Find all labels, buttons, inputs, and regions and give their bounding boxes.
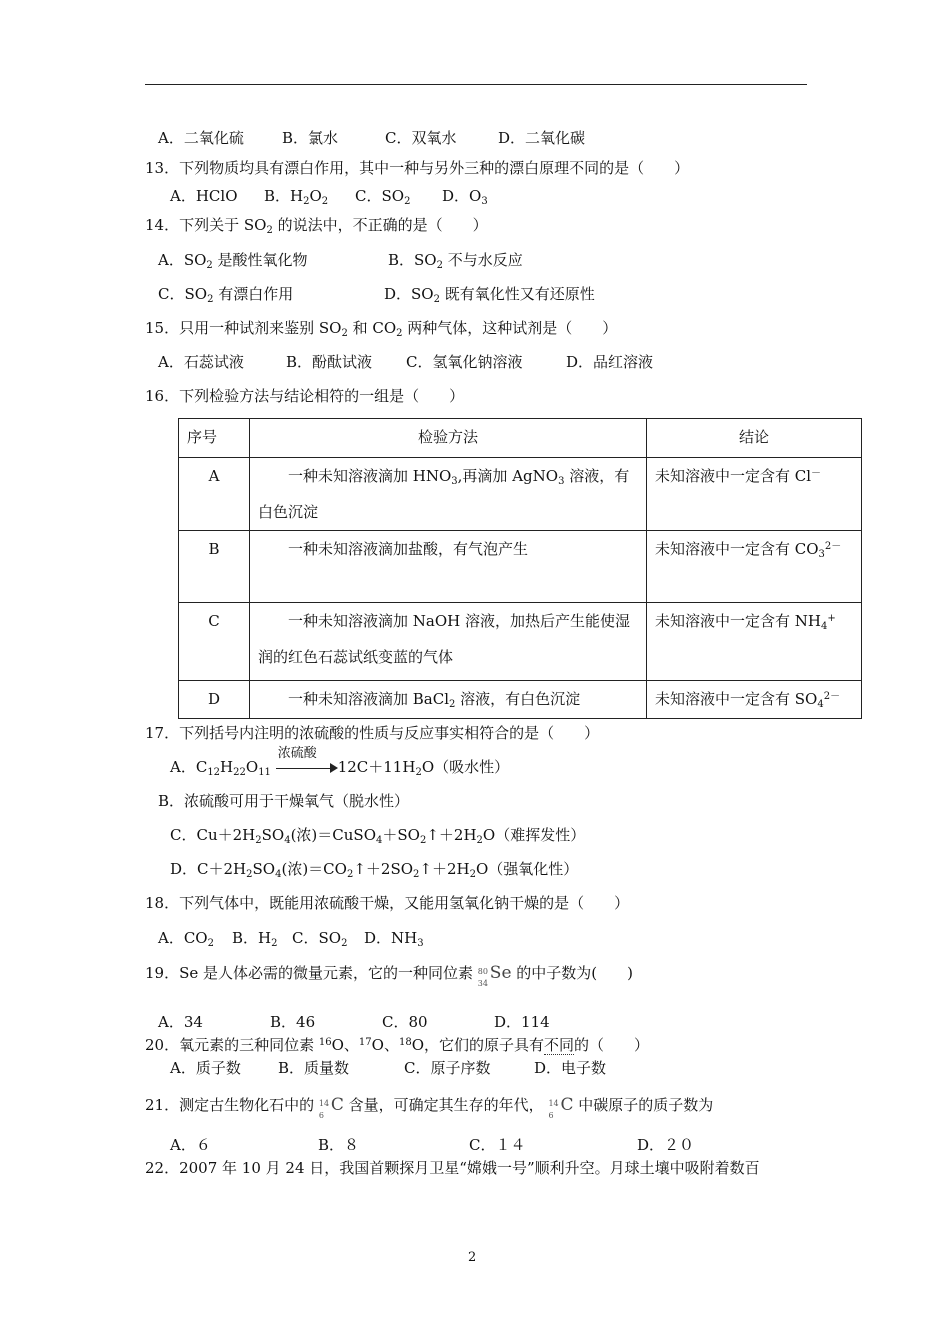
row-conclusion: 未知溶液中一定含有 $NH_4^+$	[647, 603, 862, 681]
q15-option-c: C．氢氧化钠溶液	[406, 353, 523, 371]
q21-option-b: B．８	[318, 1136, 360, 1154]
q19-option-c: C．80	[382, 1013, 428, 1031]
q14-option-d: D．$SO_2$ 既有氧化性又有还原性	[384, 285, 595, 305]
header-conclusion: 结论	[647, 419, 862, 458]
q21-option-a: A．６	[170, 1136, 211, 1154]
reaction-arrow: 浓硫酸	[276, 758, 338, 778]
header-method: 检验方法	[250, 419, 647, 458]
q13-option-a: A．HClO	[170, 187, 238, 205]
table-row	[179, 531, 862, 603]
q17-option-b: B．浓硫酸可用于干燥氧气（脱水性）	[158, 792, 410, 810]
q22-stem: 22．2007 年 10 月 24 日，我国首颗探月卫星“嫦娥一号”顺利升空。月球土壤中吸附着数百	[145, 1159, 760, 1177]
q21-stem: 21．测定古生物化石中的 14 6 C 含量，可确定其生存的年代， 14 6 C 中碳原子的质子数为	[145, 1095, 714, 1120]
q18-option-a: A．$CO_2$	[158, 929, 214, 949]
q13-option-c: C．$SO_2$	[355, 187, 411, 207]
isotope-notation: 80 34	[477, 967, 488, 988]
q20-option-a: A．质子数	[170, 1059, 241, 1077]
row-id: C	[179, 603, 250, 681]
page-number: 2	[468, 1250, 477, 1265]
table-row	[179, 603, 862, 681]
q21-option-d: D．２０	[637, 1136, 695, 1154]
row-conclusion: 未知溶液中一定含有 $CO_3^{2-}$	[647, 531, 862, 603]
table-row	[179, 458, 862, 531]
q17-option-d: D．$C+2H_2SO_4$(浓)$=CO_2↑+2SO_2↑+2H_2O$（强氧化性）	[170, 860, 579, 880]
q19-option-b: B．46	[270, 1013, 316, 1031]
row-method: 一种未知溶液滴加 BaCl$_2$ 溶液，有白色沉淀	[250, 681, 647, 719]
q20-option-c: C．原子序数	[404, 1059, 491, 1077]
q15-option-a: A．石蕊试液	[158, 353, 244, 371]
q15-option-d: D．品红溶液	[566, 353, 654, 371]
q19-option-a: A．34	[158, 1013, 203, 1031]
row-method: 一种未知溶液滴加 NaOH 溶液，加热后产生能使湿润的红色石蕊试纸变蓝的气体	[250, 603, 647, 681]
q14-option-b: B．$SO_2$ 不与水反应	[388, 251, 523, 271]
row-method: 一种未知溶液滴加盐酸，有气泡产生	[250, 531, 647, 603]
q20-option-d: D．电子数	[534, 1059, 607, 1077]
q17-option-c: C．$Cu+2H_2SO_4$(浓)$=CuSO_4+SO_2↑+2H_2O$（难挥发性）	[170, 826, 586, 846]
isotope-notation: 14 6	[548, 1099, 559, 1120]
q14-option-c: C．$SO_2$ 有漂白作用	[158, 285, 294, 305]
row-id: B	[179, 531, 250, 603]
q16-stem: 16．下列检验方法与结论相符的一组是（ ）	[145, 387, 465, 405]
q19-stem: 19．Se 是人体必需的微量元素，它的一种同位素 80 34 Se 的中子数为( )	[145, 963, 634, 988]
q18-option-c: C．$SO_2$	[292, 929, 348, 949]
row-conclusion: 未知溶液中一定含有 $SO_4^{2-}$	[647, 681, 862, 719]
q15-option-b: B．酚酞试液	[286, 353, 373, 371]
q15-stem: 15．只用一种试剂来鉴别 $SO_2$ 和 $CO_2$ 两种气体，这种试剂是（ ）	[145, 319, 618, 339]
q16-table	[178, 418, 862, 719]
q19-option-d: D．114	[494, 1013, 550, 1031]
q12-option-c: C．双氧水	[385, 129, 457, 147]
q14-stem: 14．下列关于 $SO_2$ 的说法中，不正确的是（ ）	[145, 216, 488, 236]
q12-option-d: D．二氧化碳	[498, 129, 586, 147]
q13-option-d: D．$O_3$	[442, 187, 488, 207]
row-conclusion: 未知溶液中一定含有 Cl－	[647, 458, 862, 531]
q13-option-b: B．$H_2O_2$	[264, 187, 329, 207]
q18-option-b: B．$H_2$	[232, 929, 278, 949]
q13-stem: 13．下列物质均具有漂白作用，其中一种与另外三种的漂白原理不同的是（ ）	[145, 159, 690, 177]
q18-stem: 18．下列气体中，既能用浓硫酸干燥，又能用氢氧化钠干燥的是（ ）	[145, 894, 630, 912]
header-rule	[145, 84, 807, 85]
q20-stem: 20．氧元素的三种同位素 $^{16}$O、$^{17}$O、$^{18}$O，它们的原子具有不同的（ ）	[145, 1036, 650, 1054]
q14-option-a: A．$SO_2$ 是酸性氧化物	[158, 251, 308, 271]
q18-option-d: D．$NH_3$	[364, 929, 424, 949]
row-id: D	[179, 681, 250, 719]
q17-option-a: A．$C_{12}H_{22}O_{11}$ 浓硫酸 $12C+11H_2O$（吸水性）	[170, 746, 510, 778]
q17-stem: 17．下列括号内注明的浓硫酸的性质与反应事实相符合的是（ ）	[145, 724, 600, 742]
q21-option-c: C．１４	[469, 1136, 526, 1154]
table-header-row	[179, 419, 862, 458]
header-id: 序号	[179, 419, 250, 458]
q12-option-a: A．二氧化硫	[158, 129, 244, 147]
isotope-notation: 14 6	[318, 1099, 330, 1120]
table-row	[179, 681, 862, 719]
q12-option-b: B．氯水	[282, 129, 339, 147]
row-id: A	[179, 458, 250, 531]
q20-option-b: B．质量数	[278, 1059, 350, 1077]
row-method: 一种未知溶液滴加 $HNO_3$,再滴加 AgNO$_3$ 溶液，有白色沉淀	[250, 458, 647, 531]
